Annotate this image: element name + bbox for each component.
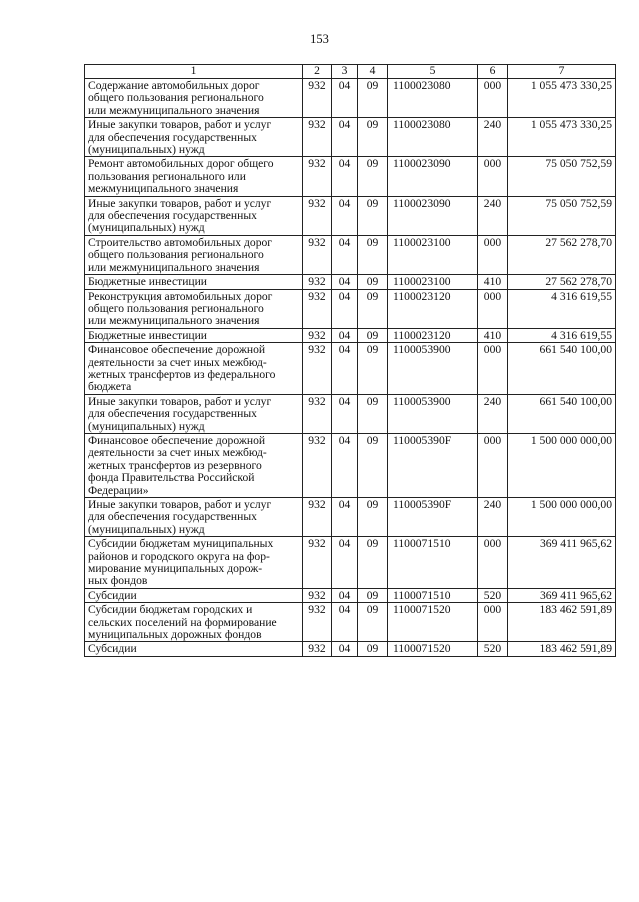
cell-ministry-code: 932: [303, 196, 332, 235]
cell-expense-type: 240: [478, 196, 508, 235]
table-row: [85, 196, 616, 235]
cell-name: Субсидии бюджетам городских и сельских поселений на формирование муниципальных дорожных фондов: [85, 603, 303, 642]
cell-expense-type: 000: [478, 537, 508, 589]
page-number: 153: [310, 32, 329, 46]
table-row: [85, 118, 616, 157]
cell-ministry-code: 932: [303, 157, 332, 196]
table-row: [85, 603, 616, 642]
cell-target-article: 1100023080: [388, 118, 478, 157]
cell-target-article: 1100023120: [388, 328, 478, 342]
cell-name: Субсидии бюджетам муниципальных районов и городского округа на фор- мирование муниципальных дорож- ных фондов: [85, 537, 303, 589]
table-row: [85, 79, 616, 118]
column-header-target-article: 5: [388, 65, 478, 79]
cell-name: Субсидии: [85, 642, 303, 656]
cell-amount: 4 316 619,55: [508, 289, 616, 328]
column-header-name: 1: [85, 65, 303, 79]
cell-section-code: 04: [332, 343, 358, 395]
cell-expense-type: 240: [478, 118, 508, 157]
cell-subsection-code: 09: [358, 289, 388, 328]
table-row: [85, 588, 616, 602]
budget-table: [84, 64, 616, 657]
cell-expense-type: 000: [478, 157, 508, 196]
cell-target-article: 1100023100: [388, 275, 478, 289]
cell-target-article: 110005390F: [388, 498, 478, 537]
cell-target-article: 110005390F: [388, 433, 478, 497]
column-header-subsection: 4: [358, 65, 388, 79]
cell-target-article: 1100023090: [388, 157, 478, 196]
cell-amount: 75 050 752,59: [508, 157, 616, 196]
cell-name: Бюджетные инвестиции: [85, 328, 303, 342]
cell-section-code: 04: [332, 588, 358, 602]
cell-expense-type: 520: [478, 588, 508, 602]
cell-ministry-code: 932: [303, 642, 332, 656]
cell-name: Иные закупки товаров, работ и услуг для обеспечения государственных (муниципальных) нужд: [85, 394, 303, 433]
cell-ministry-code: 932: [303, 118, 332, 157]
cell-ministry-code: 932: [303, 79, 332, 118]
cell-section-code: 04: [332, 537, 358, 589]
cell-amount: 661 540 100,00: [508, 394, 616, 433]
cell-section-code: 04: [332, 603, 358, 642]
cell-name: Субсидии: [85, 588, 303, 602]
cell-ministry-code: 932: [303, 603, 332, 642]
cell-subsection-code: 09: [358, 196, 388, 235]
cell-target-article: 1100071510: [388, 588, 478, 602]
cell-section-code: 04: [332, 498, 358, 537]
cell-name: Финансовое обеспечение дорожной деятельности за счет иных межбюд- жетных трансфертов из резервного фонда Правительства Российской Федерации»: [85, 433, 303, 497]
cell-name: Финансовое обеспечение дорожной деятельности за счет иных межбюд- жетных трансфертов из федерального бюджета: [85, 343, 303, 395]
cell-subsection-code: 09: [358, 537, 388, 589]
cell-expense-type: 410: [478, 328, 508, 342]
table-row: [85, 642, 616, 656]
cell-section-code: 04: [332, 642, 358, 656]
cell-target-article: 1100023120: [388, 289, 478, 328]
cell-target-article: 1100053900: [388, 343, 478, 395]
cell-name: Строительство автомобильных дорог общего пользования регионального или межмуниципального значения: [85, 235, 303, 274]
cell-amount: 661 540 100,00: [508, 343, 616, 395]
cell-target-article: 1100071510: [388, 537, 478, 589]
cell-target-article: 1100023090: [388, 196, 478, 235]
table-body: [85, 79, 616, 657]
cell-target-article: 1100071520: [388, 603, 478, 642]
cell-ministry-code: 932: [303, 588, 332, 602]
cell-subsection-code: 09: [358, 275, 388, 289]
cell-expense-type: 000: [478, 433, 508, 497]
table-row: [85, 328, 616, 342]
cell-amount: 1 055 473 330,25: [508, 79, 616, 118]
cell-amount: 27 562 278,70: [508, 235, 616, 274]
cell-expense-type: 410: [478, 275, 508, 289]
cell-ministry-code: 932: [303, 394, 332, 433]
cell-amount: 1 055 473 330,25: [508, 118, 616, 157]
cell-subsection-code: 09: [358, 642, 388, 656]
cell-amount: 369 411 965,62: [508, 588, 616, 602]
cell-subsection-code: 09: [358, 328, 388, 342]
cell-amount: 27 562 278,70: [508, 275, 616, 289]
cell-section-code: 04: [332, 328, 358, 342]
cell-name: Ремонт автомобильных дорог общего пользования регионального или межмуниципального значения: [85, 157, 303, 196]
table-row: [85, 157, 616, 196]
cell-expense-type: 520: [478, 642, 508, 656]
cell-target-article: 1100023080: [388, 79, 478, 118]
cell-subsection-code: 09: [358, 498, 388, 537]
cell-expense-type: 000: [478, 79, 508, 118]
cell-name: Реконструкция автомобильных дорог общего пользования регионального или межмуниципального значения: [85, 289, 303, 328]
cell-section-code: 04: [332, 157, 358, 196]
cell-subsection-code: 09: [358, 235, 388, 274]
column-header-expense-type: 6: [478, 65, 508, 79]
cell-ministry-code: 932: [303, 289, 332, 328]
column-header-amount: 7: [508, 65, 616, 79]
cell-section-code: 04: [332, 79, 358, 118]
cell-expense-type: 000: [478, 289, 508, 328]
cell-expense-type: 000: [478, 235, 508, 274]
cell-section-code: 04: [332, 275, 358, 289]
cell-name: Бюджетные инвестиции: [85, 275, 303, 289]
cell-target-article: 1100023100: [388, 235, 478, 274]
cell-amount: 183 462 591,89: [508, 642, 616, 656]
cell-target-article: 1100053900: [388, 394, 478, 433]
table-row: [85, 343, 616, 395]
cell-ministry-code: 932: [303, 343, 332, 395]
cell-ministry-code: 932: [303, 537, 332, 589]
cell-subsection-code: 09: [358, 394, 388, 433]
table-header-row: [85, 65, 616, 79]
column-header-ministry: 2: [303, 65, 332, 79]
cell-ministry-code: 932: [303, 235, 332, 274]
cell-subsection-code: 09: [358, 118, 388, 157]
cell-ministry-code: 932: [303, 433, 332, 497]
cell-target-article: 1100071520: [388, 642, 478, 656]
cell-expense-type: 000: [478, 343, 508, 395]
cell-section-code: 04: [332, 196, 358, 235]
cell-amount: 1 500 000 000,00: [508, 433, 616, 497]
cell-subsection-code: 09: [358, 433, 388, 497]
cell-amount: 4 316 619,55: [508, 328, 616, 342]
cell-subsection-code: 09: [358, 157, 388, 196]
cell-name: Иные закупки товаров, работ и услуг для обеспечения государственных (муниципальных) нужд: [85, 196, 303, 235]
cell-subsection-code: 09: [358, 603, 388, 642]
cell-amount: 183 462 591,89: [508, 603, 616, 642]
table-row: [85, 498, 616, 537]
cell-amount: 369 411 965,62: [508, 537, 616, 589]
cell-expense-type: 240: [478, 394, 508, 433]
cell-ministry-code: 932: [303, 275, 332, 289]
table-row: [85, 537, 616, 589]
cell-ministry-code: 932: [303, 328, 332, 342]
cell-name: Иные закупки товаров, работ и услуг для обеспечения государственных (муниципальных) нужд: [85, 118, 303, 157]
cell-ministry-code: 932: [303, 498, 332, 537]
table-row: [85, 235, 616, 274]
cell-section-code: 04: [332, 289, 358, 328]
table-row: [85, 275, 616, 289]
table-row: [85, 394, 616, 433]
cell-subsection-code: 09: [358, 343, 388, 395]
cell-section-code: 04: [332, 433, 358, 497]
cell-name: Содержание автомобильных дорог общего пользования регионального или межмуниципального значения: [85, 79, 303, 118]
cell-section-code: 04: [332, 235, 358, 274]
cell-name: Иные закупки товаров, работ и услуг для обеспечения государственных (муниципальных) нужд: [85, 498, 303, 537]
cell-section-code: 04: [332, 394, 358, 433]
cell-subsection-code: 09: [358, 79, 388, 118]
cell-amount: 75 050 752,59: [508, 196, 616, 235]
table-row: [85, 289, 616, 328]
cell-subsection-code: 09: [358, 588, 388, 602]
column-header-section: 3: [332, 65, 358, 79]
cell-amount: 1 500 000 000,00: [508, 498, 616, 537]
cell-expense-type: 000: [478, 603, 508, 642]
cell-expense-type: 240: [478, 498, 508, 537]
cell-section-code: 04: [332, 118, 358, 157]
table-row: [85, 433, 616, 497]
